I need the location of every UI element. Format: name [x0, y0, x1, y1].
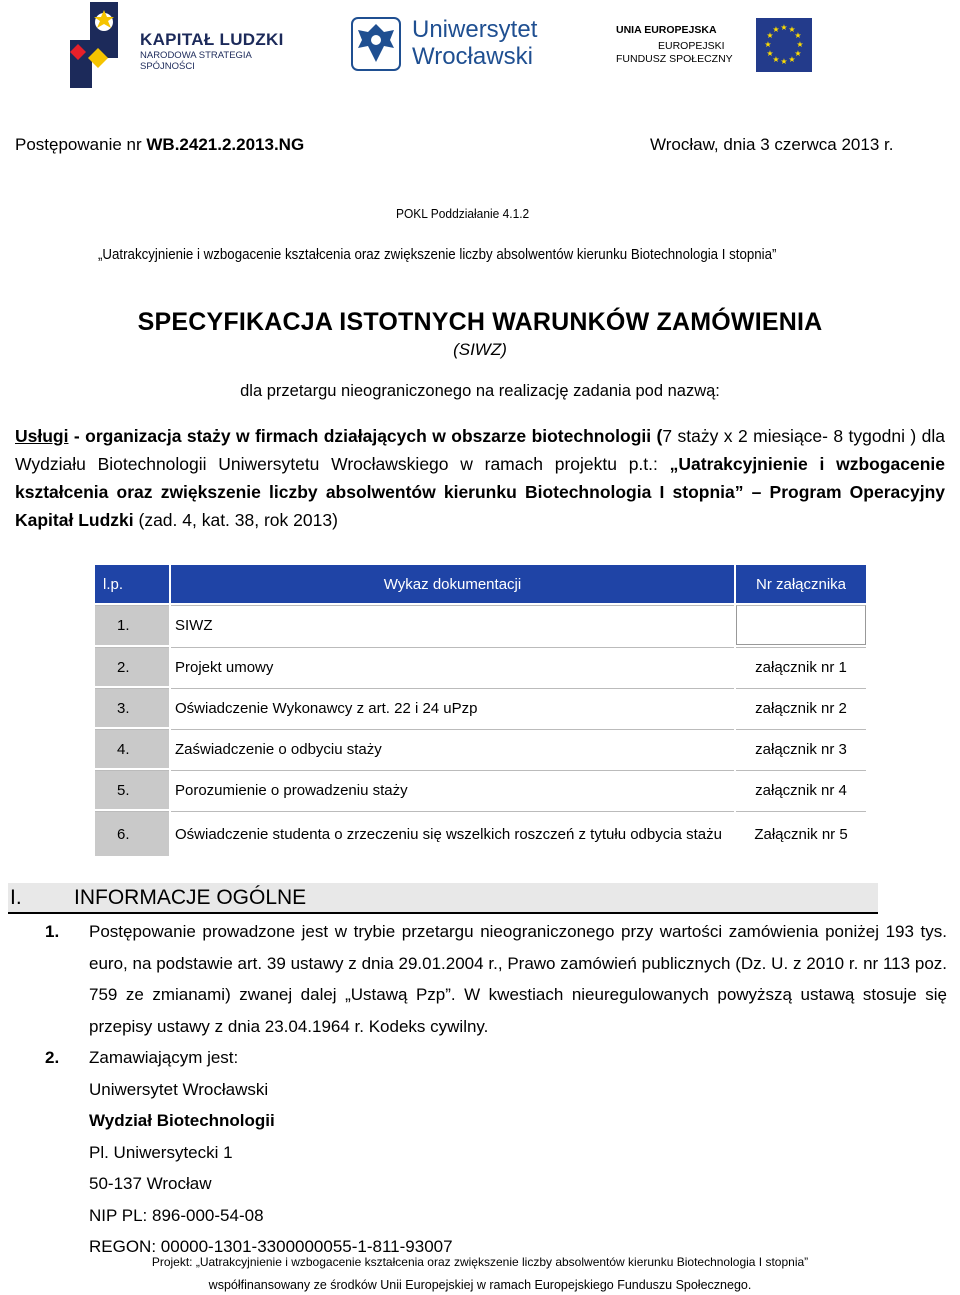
case-prefix: Postępowanie nr: [15, 135, 147, 154]
row-document: Porozumienie o prowadzeniu staży: [171, 770, 734, 809]
table-row: [95, 688, 866, 727]
header-attachment-number: Nr załącznika: [736, 565, 866, 603]
eu-line-fund: FUNDUSZ SPOŁECZNY: [616, 53, 733, 65]
eu-line-european: EUROPEJSKI: [658, 40, 725, 52]
paragraph-2: [45, 1042, 947, 1263]
address-faculty: Wydział Biotechnologii: [89, 1111, 275, 1130]
subject-bold-part2: „Uatrakcyjnienie i wzbogacenie kształcenia oraz zwiększenie liczby absolwentów kierunku Biotechnologia I stopnia” – Program Operacyjny Kapitał Ludzki: [15, 454, 945, 530]
row-document: Oświadczenie Wykonawcy z art. 22 i 24 uPzp: [171, 688, 734, 727]
svg-text:★: ★: [780, 57, 788, 66]
subject-label: Usługi: [15, 426, 69, 446]
row-number: 1.: [95, 605, 169, 645]
table-row: [95, 729, 866, 768]
uniwersytet-wroclawski-logo: [348, 14, 548, 76]
document-subtitle: dla przetargu nieograniczonego na realizację zadania pod nazwą:: [240, 382, 720, 400]
pokl-subaction: POKL Poddziałanie 4.1.2: [396, 206, 530, 221]
svg-text:★: ★: [794, 49, 802, 58]
kapital-ludzki-title: KAPITAŁ LUDZKI: [140, 30, 284, 49]
row-document: Projekt umowy: [171, 647, 734, 686]
address-city: 50-137 Wrocław: [89, 1174, 212, 1193]
row-number: 6.: [95, 811, 169, 856]
address-street: Pl. Uniwersytecki 1: [89, 1142, 233, 1162]
kapital-ludzki-logo: [68, 0, 308, 90]
subject-dash: -: [68, 426, 86, 446]
row-number: 2.: [95, 647, 169, 686]
subject-normal-part1: 7 staży x 2 miesiące- 8 tygodni ) dla Wydziału Biotechnologii Uniwersytetu Wrocławskiego w ramach projektu p.t.:: [15, 426, 946, 474]
kapital-ludzki-subtitle: NARODOWA STRATEGIA SPÓJNOŚCI: [140, 50, 252, 72]
paragraph-1-number: 1.: [45, 922, 60, 941]
row-document: Oświadczenie studenta o zrzeczeniu się wszelkich roszczeń z tytułu odbycia stażu: [171, 811, 734, 856]
svg-text:★: ★: [780, 23, 788, 32]
table-row: [95, 647, 866, 686]
svg-text:★: ★: [794, 31, 802, 40]
row-number: 5.: [95, 770, 169, 809]
svg-text:★: ★: [766, 31, 774, 40]
footer-project: Projekt: „Uatrakcyjnienie i wzbogacenie kształcenia oraz zwiększenie liczby absolwentów kierunku Biotechnologia I stopnia”: [151, 1255, 809, 1269]
footer-cofinancing: współfinansowany ze środków Unii Europejskiej w ramach Europejskiego Funduszu Społecznego.: [208, 1278, 752, 1292]
row-attachment: [736, 605, 866, 645]
svg-text:★: ★: [796, 40, 804, 49]
address-regon: REGON: 00000-1301-3300000055-1-811-93007: [89, 1237, 453, 1256]
section-underline: [8, 912, 878, 914]
row-number: 3.: [95, 688, 169, 727]
svg-text:★: ★: [772, 55, 780, 64]
row-attachment: załącznik nr 4: [736, 770, 866, 809]
table-row: [95, 770, 866, 809]
section-heading: [8, 883, 878, 913]
svg-text:★: ★: [766, 49, 774, 58]
kapital-ludzki-emblem-icon: [68, 0, 130, 90]
paragraph-1-text: Postępowanie prowadzone jest w trybie przetargu nieograniczonego przy wartości zamówienia poniżej 193 tys. euro, na podstawie art. 39 ustawy z dnia 29.01.2004 r., Prawo zamówień publicznych (Dz. U. z 2010 r. nr 113 poz. 759 ze zmianami) zwanej dalej „Ustawą Pzp”. W kwestiach nieuregulowanych powyższą ustawą stosuje się przepisy ustawy z dnia 23.04.1964 r. Kodeks cywilny.: [89, 922, 947, 1036]
table-header-row: [95, 565, 866, 603]
paragraph-2-intro: Zamawiającym jest:: [89, 1048, 239, 1067]
address-university: Uniwersytet Wrocławski: [89, 1079, 269, 1099]
table-row: [95, 811, 866, 856]
uniwersytet-line: Uniwersytet: [412, 16, 538, 43]
svg-text:★: ★: [788, 25, 796, 34]
place-date: Wrocław, dnia 3 czerwca 2013 r.: [650, 135, 894, 154]
section-title: INFORMACJE OGÓLNE: [74, 886, 307, 909]
document-title: SPECYFIKACJA ISTOTNYCH WARUNKÓW ZAMÓWIENIA: [137, 308, 823, 336]
project-title: „Uatrakcyjnienie i wzbogacenie kształcenia oraz zwiększenie liczby absolwentów kierunku Biotechnologia I stopnia”: [98, 247, 777, 263]
row-attachment: załącznik nr 3: [736, 729, 866, 768]
university-eagle-crest-icon: [348, 14, 404, 74]
eu-flag-icon: [756, 18, 812, 72]
row-attachment: załącznik nr 1: [736, 647, 866, 686]
case-number: WB.2421.2.2013.NG: [146, 135, 305, 154]
row-document: SIWZ: [171, 605, 734, 645]
paragraph-1: [45, 916, 947, 1042]
subject-bold-part1: organizacja staży w firmach działających w obszarze biotechnologii (: [85, 426, 663, 446]
row-attachment: Załącznik nr 5: [736, 811, 866, 856]
row-document: Zaświadczenie o odbyciu staży: [171, 729, 734, 768]
documentation-table: [93, 563, 868, 858]
wroclawski-line: Wrocławski: [412, 43, 533, 70]
case-number-line: [15, 135, 304, 155]
header-lp: l.p.: [95, 565, 169, 603]
row-attachment: załącznik nr 2: [736, 688, 866, 727]
eu-line-union: UNIA EUROPEJSKA: [616, 24, 717, 36]
address-nip: NIP PL: 896-000-54-08: [89, 1205, 264, 1225]
header-documents: Wykaz dokumentacji: [171, 565, 734, 603]
svg-text:★: ★: [772, 25, 780, 34]
table-row: [95, 605, 866, 645]
svg-text:★: ★: [764, 40, 772, 49]
order-subject: [15, 422, 945, 534]
row-number: 4.: [95, 729, 169, 768]
eu-social-fund-logo: [612, 18, 822, 74]
paragraph-2-number: 2.: [45, 1048, 60, 1067]
svg-text:★: ★: [788, 55, 796, 64]
section-number: I.: [10, 886, 22, 909]
subject-normal-part2: (zad. 4, kat. 38, rok 2013): [133, 510, 338, 530]
document-abbreviation: (SIWZ): [453, 340, 507, 359]
